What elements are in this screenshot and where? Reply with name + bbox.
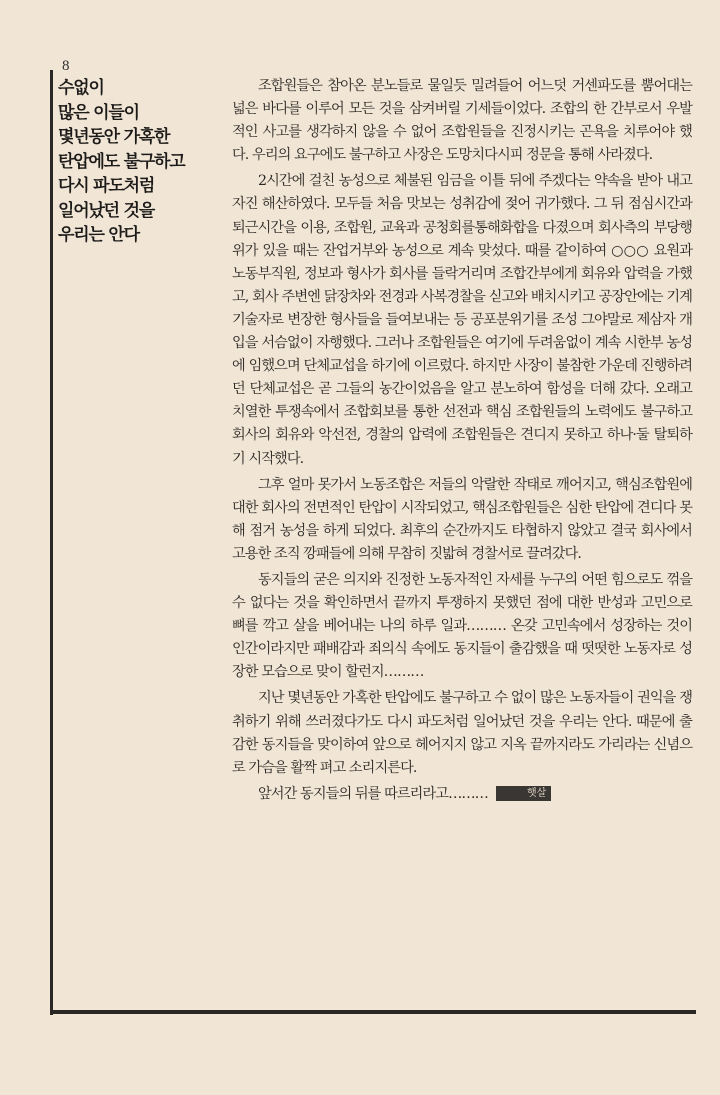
pull-quote-line: 많은 이들이 xyxy=(58,102,139,123)
body-paragraph: 지난 몇년동안 가혹한 탄압에도 불구하고 수 없이 많은 노동자들이 권익을 쟁취하기 위해 쓰러졌다가도 다시 파도처럼 일어났던 것을 우리는 안다. 때문에 출감한 동지들을 맞이하여 앞으로 헤어지지 않고 지옥 끝까지라도 가리라는 신념으로 가슴을 활짝 펴고 소리지른다. xyxy=(232,690,692,776)
closing-text: 앞서간 동지들의 뒤를 따르리라고……… xyxy=(258,785,488,802)
author-badge: 햇살 xyxy=(496,786,551,801)
pull-quote-line: 몇년동안 가혹한 xyxy=(58,127,170,147)
pull-quote-line: 탄압에도 불구하고 xyxy=(58,151,185,172)
body-paragraph: 그후 얼마 못가서 노동조합은 저들의 악랄한 작태로 깨어지고, 핵심조합원에 대한 회사의 전면적인 탄압이 시작되었고, 핵심조합원들은 심한 탄압에 견디다 못해 점거 농성을 하게 되었다. 최후의 순간까지도 타협하지 않았고 결국 회사에서 고용한 조직 깡패들에 의해 무참히 짓밟혀 경찰서로 끌려갔다. xyxy=(232,476,692,562)
article-body xyxy=(232,75,692,809)
pull-quote-line: 일어났던 것을 xyxy=(58,200,155,221)
page-number: 8 xyxy=(62,58,70,74)
body-paragraph: 조합원들은 참아온 분노들로 물일듯 밀려들어 어느덧 거센파도를 뿜어대는 넓은 바다를 이루어 모든 것을 삼켜버릴 기세들이었다. 조합의 한 간부로서 우발적인 사고를 생각하지 않을 수 없어 조합원들을 진정시키는 곤욕을 치루어야 했다. 우리의 요구에도 불구하고 사장은 도망치다시피 정문을 통해 사라졌다. xyxy=(232,78,692,164)
pull-quote-line: 다시 파도처럼 xyxy=(58,176,155,196)
closing-line xyxy=(232,783,692,806)
pull-quote xyxy=(58,76,238,248)
body-paragraph: 동지들의 굳은 의지와 진정한 노동자적인 자세를 누구의 어떤 힘으로도 꺾을 수 없다는 것을 확인하면서 끝까지 투쟁하지 못했던 점에 대한 반성과 고민으로 뼈를 깍고 살을 베어내는 나의 하루 일과……… 온갖 고민속에서 성장하는 것이 인간이라지만 패배감과 죄의식 속에도 동지들이 출감했을 때 떳떳한 노동자로 성장한 모습으로 맞이 할런지……… xyxy=(232,571,692,681)
horizontal-rule xyxy=(52,1010,696,1014)
vertical-rule xyxy=(50,70,53,1015)
body-paragraph: 2시간에 걸친 농성으로 체불된 임금을 이틀 뒤에 주겠다는 약속을 받아 내고 자진 해산하였다. 모두들 처음 맛보는 성취감에 젖어 귀가했다. 그 뒤 점심시간과 퇴근시간을 이용, 조합원, 교육과 공청회를통해화합을 다졌으며 회사측의 부당행위가 있을 때는 잔업거부와 농성으로 계속 맞섰다. 때를 같이하여 ○○○ 요원과 노동부직원, 정보과 형사가 회사를 들락거리며 조합간부에게 회유와 압력을 가했고, 회사 주변엔 닭장차와 전경과 사복경찰을 싣고와 배치시키고 공장안에는 기계 기술자로 변장한 형사들을 들여보내는 등 공포분위기를 조성 그야말로 제삼자 개입을 서슴없이 자행했다. 그러나 조합원들은 여기에 두려움없이 계속 시한부 농성에 임했으며 단체교섭을 하기에 이르렀다. 하지만 사장이 불참한 가운데 진행하려던 단체교섭은 곧 그들의 농간이었음을 알고 분노하여 함성을 더해 갔다. 오래고 치열한 투쟁속에서 조합회보를 통한 선전과 핵심 조합원들의 노력에도 불구하고 회사의 회유와 악선전, 경찰의 압력에 조합원들은 견디지 못하고 하나·둘 탈퇴하기 시작했다. xyxy=(232,173,692,467)
pull-quote-line: 수없이 xyxy=(58,78,104,98)
pull-quote-line: 우리는 안다 xyxy=(58,225,139,245)
